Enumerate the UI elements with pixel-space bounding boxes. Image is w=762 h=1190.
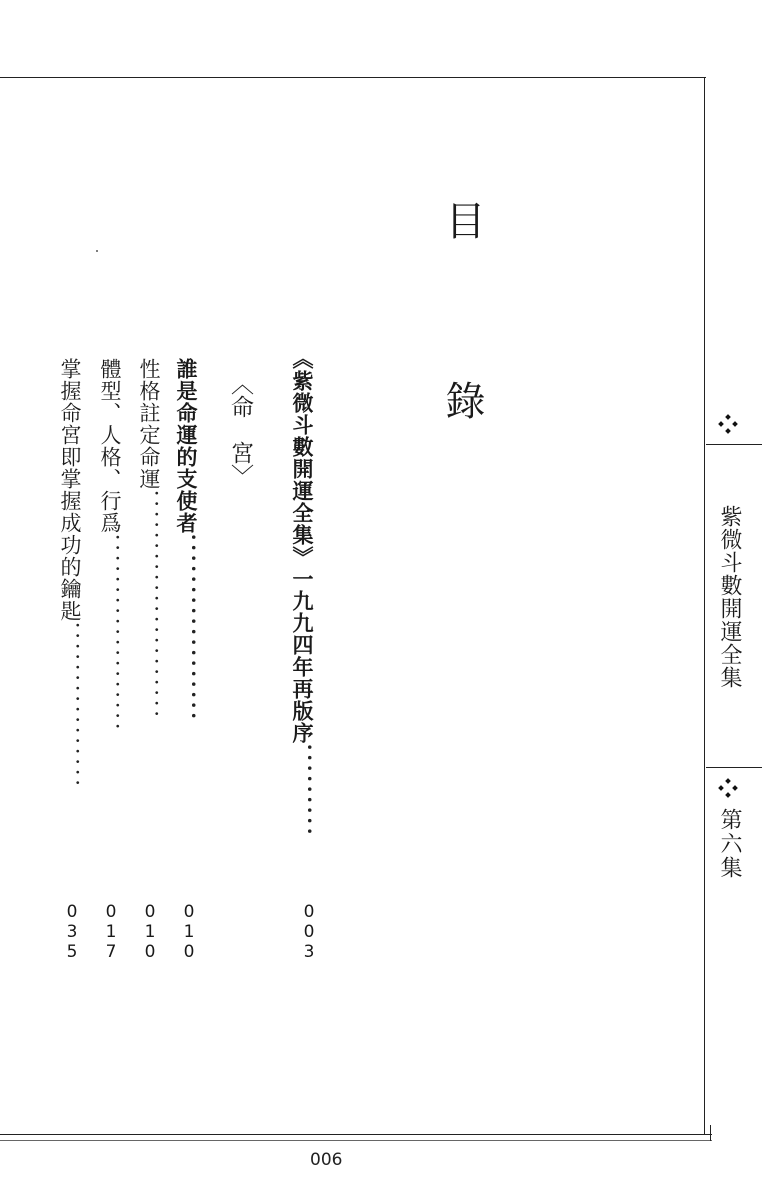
toc-entry-character-fate[interactable]: [138, 358, 159, 732]
toc-leader-dots: ．．．．．．．．．．．．．．．．: [58, 622, 82, 801]
toc-leader-dots: ．．．．．．．．．: [290, 744, 315, 849]
section-heading-ming-gong: [228, 372, 251, 487]
toc-page-number: 0 3 5: [66, 902, 78, 962]
toc-entry-title: 性格註定命運: [137, 358, 161, 490]
section-heading-text: 命 宮: [227, 395, 253, 464]
toc-entry-title: 誰是命運的支使者: [174, 358, 199, 534]
frame-bottom-rule: [0, 1134, 712, 1135]
frame-bottom-thin-rule: [0, 1140, 712, 1141]
toc-page-number: 0 1 0: [183, 902, 195, 962]
sidebar-book-title: 紫微斗數開運全集: [717, 505, 742, 689]
frame-right-rule: [704, 77, 705, 1135]
toc-entry-master-life-palace[interactable]: [59, 358, 80, 801]
toc-entry-title: 《紫微斗數開運全集》一九九四年再版序: [290, 348, 315, 744]
frame-top-rule: [0, 77, 706, 78]
diamond-dots-icon: [716, 414, 740, 436]
toc-page-number: 0 1 7: [105, 902, 117, 962]
toc-leader-dots: ．．．．．．．．．．．．．．．．．．: [174, 534, 199, 734]
toc-entry-preface[interactable]: [292, 348, 313, 849]
frame-corner-tick: [710, 1125, 711, 1141]
toc-leader-dots: ．．．．．．．．．．．．．．．．．．．．．．: [137, 490, 161, 732]
toc-leader-dots: ．．．．．．．．．．．．．．．．．．．: [98, 534, 122, 744]
toc-page-number: 0 0 3: [303, 902, 315, 962]
sidebar-divider: [706, 767, 762, 768]
toc-entry-body-personality[interactable]: [99, 358, 120, 744]
toc-entry-title: 掌握命宮即掌握成功的鑰匙: [58, 358, 82, 622]
diamond-dots-icon: [716, 778, 740, 800]
page-title: 目 錄: [439, 200, 485, 470]
toc-entry-title: 體型、人格、行爲: [98, 358, 122, 534]
toc-entry-who-rules-fate[interactable]: [176, 358, 197, 734]
sidebar-divider: [706, 444, 762, 445]
toc-page-number: 0 1 0: [144, 902, 156, 962]
scan-speck: [96, 250, 98, 252]
section-bracket-open: 〈: [227, 372, 253, 395]
sidebar-volume: 第六集: [717, 808, 742, 880]
section-bracket-close: 〉: [227, 464, 253, 487]
